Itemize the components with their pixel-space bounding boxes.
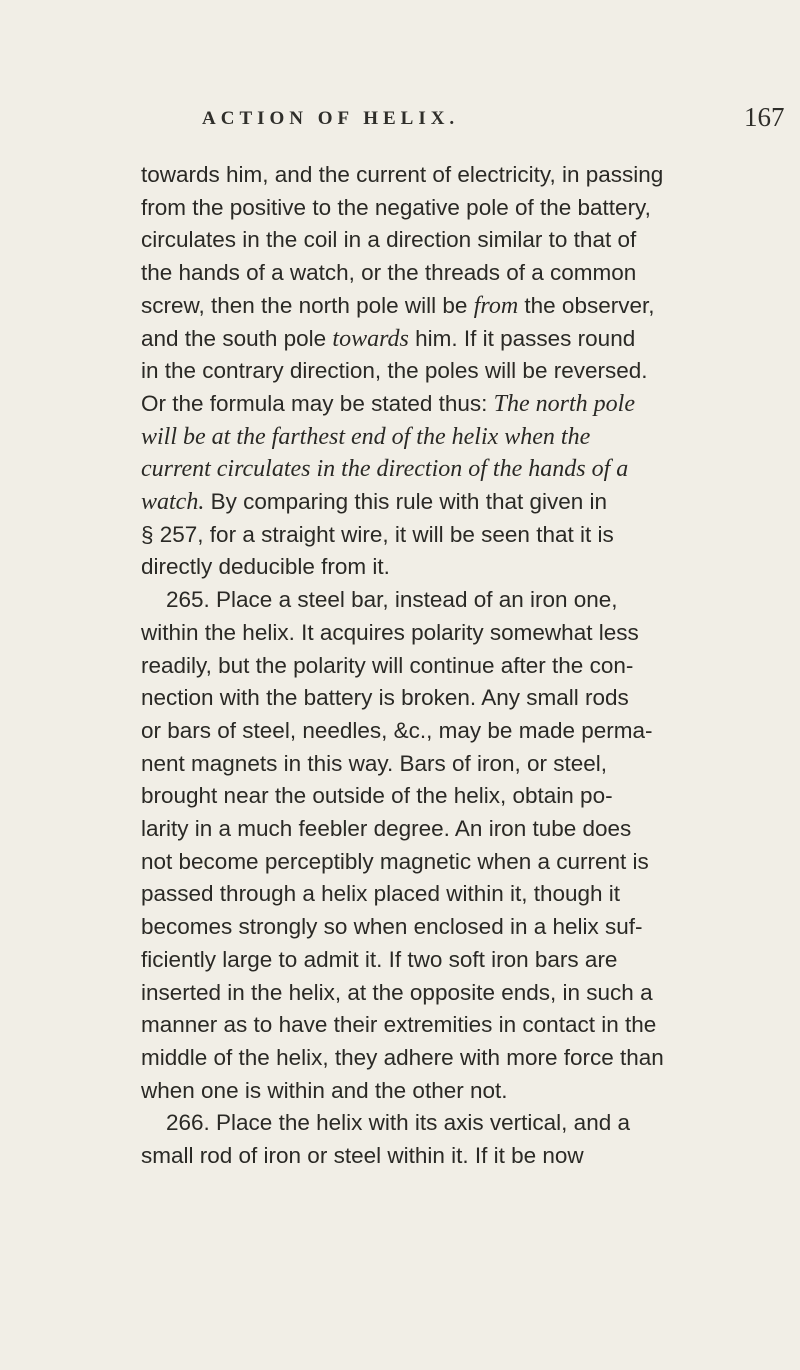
text-span: inserted in the helix, at the opposite ends, in such a bbox=[141, 979, 653, 1005]
text-line bbox=[141, 520, 614, 550]
text-line bbox=[141, 749, 607, 779]
text-span: not become perceptibly magnetic when a current is bbox=[141, 848, 649, 874]
italic-text: watch. bbox=[141, 489, 205, 515]
text-line bbox=[141, 1141, 584, 1171]
text-line bbox=[141, 978, 653, 1008]
text-span: ficiently large to admit it. If two soft iron bars are bbox=[141, 946, 618, 972]
text-line bbox=[141, 847, 649, 877]
text-line bbox=[166, 585, 618, 615]
text-span: directly deducible from it. bbox=[141, 554, 390, 580]
text-span: small rod of iron or steel within it. If it be now bbox=[141, 1143, 584, 1168]
text-line bbox=[141, 945, 617, 975]
text-line bbox=[141, 487, 607, 517]
text-span: when one is within and the other not. bbox=[141, 1077, 508, 1103]
running-head: ACTION OF HELIX. bbox=[202, 108, 460, 129]
text-span: within the helix. It acquires polarity somewhat less bbox=[141, 619, 639, 645]
text-span: 265. Place a steel bar, instead of an iron one, bbox=[166, 587, 618, 613]
text-span: By comparing this rule with that given in bbox=[204, 489, 608, 514]
text-line bbox=[141, 291, 655, 321]
text-span: readily, but the polarity will continue after the con- bbox=[141, 652, 634, 678]
text-line bbox=[141, 193, 651, 223]
text-line bbox=[141, 225, 636, 255]
text-line bbox=[141, 258, 636, 288]
text-line bbox=[141, 1010, 656, 1040]
italic-text: towards bbox=[332, 325, 409, 352]
text-span: middle of the helix, they adhere with more force than bbox=[141, 1044, 664, 1070]
text-span: or bars of steel, needles, &c., may be made perma- bbox=[141, 717, 653, 743]
text-span: brought near the outside of the helix, obtain po- bbox=[141, 783, 613, 809]
text-line bbox=[141, 716, 653, 746]
text-span: larity in a much feebler degree. An iron tube does bbox=[141, 816, 632, 841]
text-line bbox=[141, 356, 648, 386]
text-line bbox=[141, 683, 629, 713]
text-span: screw, then the north pole will be bbox=[141, 292, 474, 318]
page-number: 167 bbox=[744, 102, 785, 132]
text-line bbox=[141, 552, 390, 582]
text-span: passed through a helix placed within it, though it bbox=[141, 881, 621, 907]
text-line bbox=[141, 814, 631, 844]
text-span: from the positive to the negative pole of the battery, bbox=[141, 194, 651, 220]
text-line bbox=[141, 422, 590, 452]
text-span: becomes strongly so when enclosed in a helix suf- bbox=[141, 914, 643, 940]
text-span: circulates in the coil in a direction similar to that of bbox=[141, 227, 637, 253]
text-span: in the contrary direction, the poles will be reversed. bbox=[141, 358, 648, 384]
italic-text: will be at the farthest end of the helix when the bbox=[141, 423, 591, 450]
text-line bbox=[141, 160, 663, 190]
italic-text: from bbox=[473, 292, 519, 319]
text-span: nection with the battery is broken. Any small rods bbox=[141, 685, 629, 711]
page-header bbox=[0, 104, 800, 136]
text-span: and the south pole bbox=[141, 325, 333, 351]
text-line bbox=[141, 389, 635, 419]
text-line bbox=[141, 324, 635, 354]
text-span: the observer, bbox=[518, 292, 655, 318]
text-line bbox=[141, 454, 628, 484]
text-line bbox=[141, 618, 639, 648]
italic-text: The north pole bbox=[493, 390, 635, 417]
text-span: § 257, for a straight wire, it will be seen that it is bbox=[141, 521, 614, 547]
text-span: manner as to have their extremities in contact in the bbox=[141, 1012, 657, 1038]
text-span: towards him, and the current of electricity, in passing bbox=[141, 162, 664, 187]
text-line bbox=[141, 912, 643, 942]
text-line bbox=[141, 1076, 508, 1106]
text-span: 266. Place the helix with its axis vertical, and a bbox=[166, 1110, 630, 1136]
text-span: Or the formula may be stated thus: bbox=[141, 390, 494, 416]
italic-text: current circulates in the direction of the hands of a bbox=[141, 456, 629, 483]
text-line bbox=[141, 651, 633, 681]
text-line bbox=[141, 879, 620, 909]
text-line bbox=[141, 781, 613, 811]
text-span: nent magnets in this way. Bars of iron, or steel, bbox=[141, 750, 608, 776]
text-span: him. If it passes round bbox=[408, 325, 636, 351]
text-line bbox=[166, 1108, 630, 1138]
text-span: the hands of a watch, or the threads of a common bbox=[141, 260, 637, 286]
text-line bbox=[141, 1043, 664, 1073]
